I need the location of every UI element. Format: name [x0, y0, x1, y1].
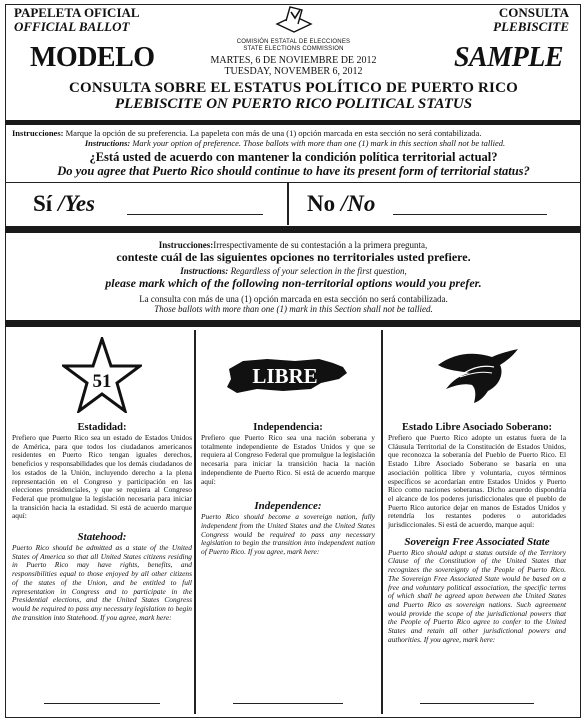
free-associated-text-es: Prefiero que Puerto Rico adopte un estatus fuera de la Cláusula Territorial de la Constitución de Estados Unidos, que reconozca la soberanía del Pueblo de Puerto Rico. El Estado Libre Asociado Soberano se basaría en una asociación política libre y voluntaria, cuyos términos específicos se acordarían entre Estados Unidos y Puerto Rico como naciones soberanas. Dicho acuerdo dispondría el alcance de los poderes jurisdiccionales que el pueblo de Puerto Rico autorice dejar en manos de Estados Unidos y retendría los restantes poderes o autoridades jurisdiccionales. Si está de acuerdo, marque aquí:	[388, 433, 566, 530]
commission-name-es: COMISIÓN ESTATAL DE ELECCIONES	[236, 39, 351, 45]
election-date-en: TUESDAY, NOVEMBER 6, 2012	[224, 66, 363, 77]
yes-en: /Yes	[57, 191, 95, 216]
yes-option-label	[33, 191, 95, 217]
instr-label: Instrucciones:	[12, 128, 64, 138]
commission-name-en: STATE ELECTIONS COMMISSION	[243, 46, 344, 52]
question2-en: please mark which of the following non-territorial options would you prefer.	[105, 276, 482, 290]
instr-label: Instrucciones:	[158, 240, 214, 250]
libre-label: LIBRE	[252, 364, 318, 388]
free-associated-text-en: Puerto Rico should adopt a status outside of the Territory Clause of the Constitution of the United States that recognizes the sovereignty of the People of Puerto Rico. The Sovereign Free Associated State would be based on a free and voluntary political association, the specific terms of which shall be agreed upon between the United States and Puerto Rico as sovereign nations. Such agreement would provide the scope of the jurisdictional powers that the People of Puerto Rico agree to confer to the United States and retain all other jurisdictional powers and authorities. If you agree, mark here:	[388, 547, 566, 644]
independence-text-en: Puerto Rico should become a sovereign nation, fully independent from the United States and the United States Congress would be required to pass any necessary legislation to begin the transition into independent nation of Puerto Rico. If you agree, mark here:	[201, 512, 375, 557]
election-date-es: MARTES, 6 DE NOVIEMBRE DE 2012	[210, 55, 377, 66]
question1-en: Do you agree that Puerto Rico should continue to have its present form of territorial status?	[57, 164, 530, 178]
column-divider	[194, 330, 196, 714]
instr-text: Marque la opción de su preferencia. La papeleta con más de una (1) opción marcada en esta sección no será contabilizada.	[63, 128, 482, 138]
independence-mark-line[interactable]	[233, 703, 343, 704]
statehood-title-en: Statehood:	[77, 531, 127, 544]
free-associated-title-es: Estado Libre Asociado Soberano:	[401, 422, 553, 433]
independence-title-es: Independencia:	[253, 422, 323, 433]
no-es: No	[307, 191, 336, 216]
yes-mark-line[interactable]	[127, 214, 263, 215]
statehood-mark-line[interactable]	[44, 703, 160, 704]
commission-seal-icon	[273, 2, 315, 34]
dove-icon	[434, 345, 520, 405]
part1-instructions-en	[12, 138, 578, 148]
question2-es: conteste cuál de las siguientes opciones no territoriales usted prefiere.	[116, 250, 471, 264]
ballot-title-en: PLEBISCITE ON PUERTO RICO POLITICAL STATUS	[114, 96, 473, 112]
model-label: MODELO	[30, 42, 155, 73]
section-divider-bar	[5, 120, 581, 125]
free-associated-title-en: Sovereign Free Associated State	[404, 535, 550, 548]
yes-no-divider	[287, 183, 289, 225]
independence-emblem	[201, 330, 375, 420]
plebiscite-en: PLEBISCITE	[493, 19, 569, 34]
free-associated-emblem	[388, 330, 566, 420]
instr-label: Instructions:	[180, 266, 229, 276]
official-ballot-label	[14, 6, 140, 34]
plebiscite-es: CONSULTA	[498, 5, 569, 20]
star-51-icon	[62, 337, 142, 413]
instr-text: Irrespectivamente de su contestación a la primera pregunta,	[213, 240, 428, 250]
instr-label: Instructions:	[84, 138, 131, 148]
part2-warning-en: Those ballots with more than one (1) mark in this Section shall not be tallied.	[154, 304, 433, 314]
yes-es: Sí	[33, 191, 53, 216]
free-associated-mark-line[interactable]	[420, 703, 534, 704]
ballot-title-es: CONSULTA SOBRE EL ESTATUS POLÍTICO DE PUERTO RICO	[69, 80, 518, 96]
libre-island-icon	[223, 353, 353, 397]
question1-es: ¿Está usted de acuerdo con mantener la condición política territorial actual?	[89, 150, 498, 164]
statehood-text-en: Puerto Rico should be admitted as a state of the United States of America so that all United States citizens residing in Puerto Rico may have rights, benefits, and responsibilities equal to those enjoyed by all other citizens of the states of the Union, and be entitled to full representation in Congress and to participate in the Presidential elections, and the United States Congress would be required to pass any necessary legislation to begin the transition into Statehood. If you agree, mark here:	[12, 543, 192, 622]
option-free-associated-state	[388, 330, 566, 714]
part1-instructions	[12, 128, 578, 148]
instr-text: Mark your option of preference. Those ballots with more than one (1) mark in this section shall not be tallied.	[130, 138, 506, 148]
no-mark-line[interactable]	[393, 214, 547, 215]
commission-header	[206, 2, 381, 77]
yes-no-row	[5, 182, 581, 224]
option-independence	[201, 330, 375, 714]
option-statehood	[12, 330, 192, 714]
no-en: /No	[340, 191, 376, 216]
independence-title-en: Independence:	[254, 500, 322, 513]
statehood-title-es: Estadidad:	[77, 422, 127, 433]
plebiscite-label	[493, 6, 569, 34]
section-divider-bar	[5, 226, 581, 233]
column-divider	[381, 330, 383, 714]
part2-instructions-es	[10, 240, 576, 250]
statehood-emblem	[12, 330, 192, 420]
official-ballot-es: PAPELETA OFICIAL	[14, 5, 140, 20]
part1-instructions-es	[12, 128, 578, 138]
part2-instructions-en	[0, 266, 587, 276]
part2-warning-es: La consulta con más de una (1) opción marcada en esta sección no será contabilizada.	[139, 294, 448, 304]
independence-text-es: Prefiero que Puerto Rico sea una nación soberana y totalmente independiente de Estados Unidos y que se requiera al Congreso Federal que promulgue la legislación necesaria para iniciar la transición hacia la nación independiente de Puerto Rico. Si está de acuerdo marque aquí:	[201, 433, 375, 486]
section-divider-bar	[5, 320, 581, 327]
instr-text: Regardless of your selection in the first question,	[228, 266, 407, 276]
star-51-label: 51	[92, 371, 112, 392]
sample-label: SAMPLE	[453, 42, 563, 73]
statehood-text-es: Prefiero que Puerto Rico sea un estado de Estados Unidos de América, para que todos los ciudadanos americanos residentes en Puerto Rico tengan iguales derechos, beneficios y responsabilidades que los demás ciudadanos de los estados de la Unión, incluyendo derecho a la plena representación en el Congreso y participación en las elecciones presidenciales, y que se requiera al Congreso Federal que promulgue la legislación necesaria para iniciar la transición hacia la estadidad. Si está de acuerdo marque aquí:	[12, 433, 192, 521]
no-option-label	[307, 191, 375, 217]
official-ballot-en: OFFICIAL BALLOT	[14, 19, 130, 34]
